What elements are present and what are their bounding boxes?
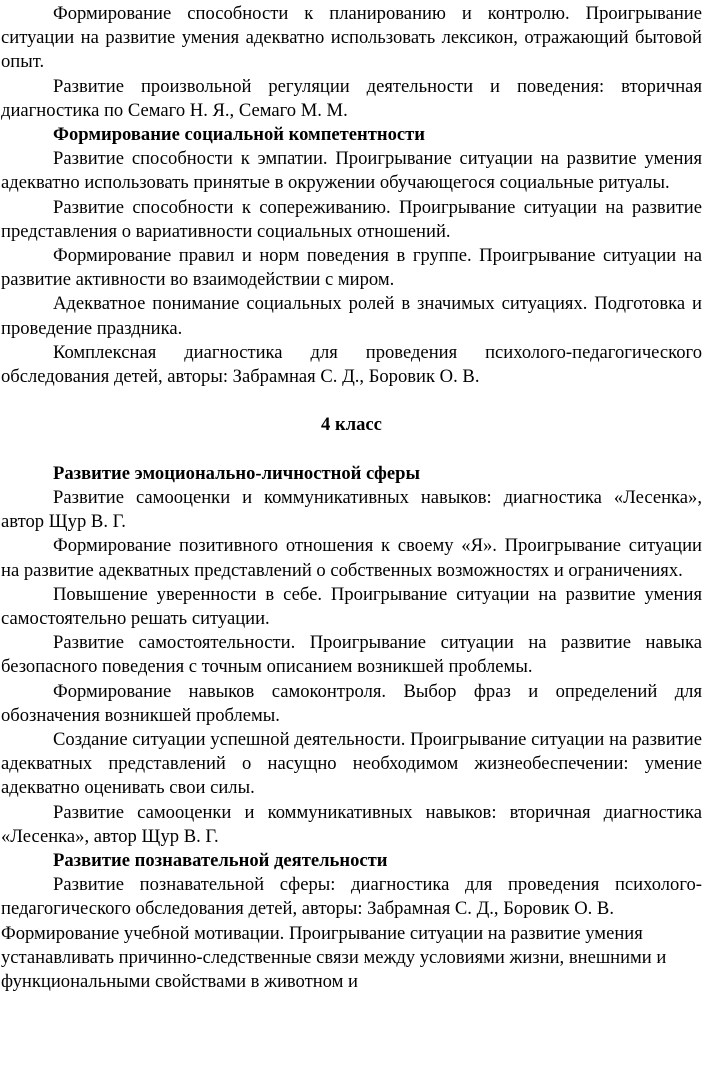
paragraph-voluntary-regulation: Развитие произвольной регуляции деятельности и поведения: вторичная диагностика по Семаго Н. Я., Семаго М. М. <box>1 75 702 121</box>
heading-emotional-personal: Развитие эмоционально-личностной сферы <box>53 462 420 484</box>
spacer <box>1 438 702 462</box>
heading-social-competence: Формирование социальной компетентности <box>53 124 426 146</box>
paragraph-self-control: Формирование навыков самоконтроля. Выбор фраз и определений для обозначения возникшей проблемы. <box>1 680 702 726</box>
paragraph-cognitive-sphere: Развитие познавательной сферы: диагностика для проведения психолого-педагогического обследования детей, авторы: Забрамная С. Д., Боровик О. В. <box>1 874 702 920</box>
paragraph-learning-motivation: Формирование учебной мотивации. Проигрывание ситуации на развитие умения устанавливать причинно-следственные связи между условиями жизни, внешними и функциональными свойствами в животном и <box>1 922 667 993</box>
paragraph-compassion: Развитие способности к сопереживанию. Проигрывание ситуации на развитие представления о вариативности социальных отношений. <box>1 196 702 242</box>
paragraph-confidence: Повышение уверенности в себе. Проигрывание ситуации на развитие умения самостоятельно решать ситуации. <box>1 583 702 630</box>
heading-cognitive-activity: Развитие познавательной деятельности <box>53 850 388 872</box>
paragraph-self-esteem: Развитие самооценки и коммуникативных навыков: диагностика «Лесенка», автор Щур В. Г. <box>1 487 702 533</box>
paragraph-group-rules: Формирование правил и норм поведения в группе. Проигрывание ситуации на развитие активности во взаимодействии с миром. <box>1 245 702 291</box>
paragraph-positive-attitude: Формирование позитивного отношения к своему «Я». Проигрывание ситуации на развитие адекватных представлений о собственных возможностях и ограничениях. <box>1 535 702 581</box>
paragraph-independence: Развитие самостоятельности. Проигрывание ситуации на развитие навыка безопасного поведения с точным описанием возникшей проблемы. <box>1 632 702 678</box>
paragraph-secondary-diagnostics: Развитие самооценки и коммуникативных навыков: вторичная диагностика «Лесенка», автор Щур В. Г. <box>1 801 702 847</box>
paragraph-complex-diagnostics: Комплексная диагностика для проведения психолого-педагогического обследования детей, авторы: Забрамная С. Д., Боровик О. В. <box>1 341 702 388</box>
paragraph-success-situation: Создание ситуации успешной деятельности. Проигрывание ситуации на развитие адекватных представлений о насущно необходимом жизнеобеспечении: умение адекватно оценивать свои силы. <box>1 729 702 799</box>
grade-heading: 4 класс <box>321 414 382 436</box>
paragraph-empathy: Развитие способности к эмпатии. Проигрывание ситуации на развитие умения адекватно использовать принятые в окружении обучающегося социальные ритуалы. <box>1 148 702 194</box>
paragraph-social-roles: Адекватное понимание социальных ролей в значимых ситуациях. Подготовка и проведение праздника. <box>1 293 702 339</box>
paragraph-planning-control: Формирование способности к планированию и контролю. Проигрывание ситуации на развитие умения адекватно использовать лексикон, отражающий бытовой опыт. <box>1 3 702 73</box>
spacer <box>1 389 702 413</box>
